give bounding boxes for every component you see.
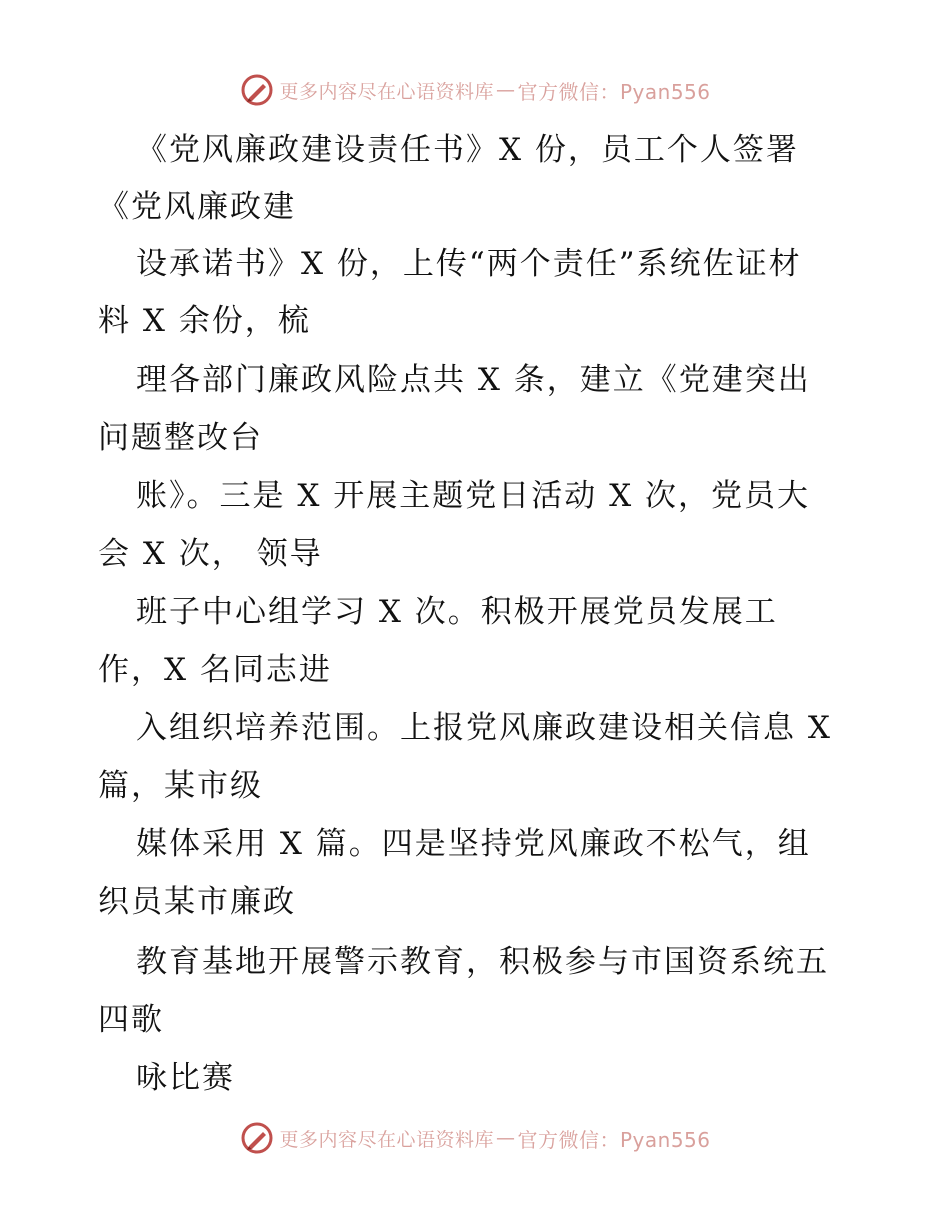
body-line: 《党风廉政建 (98, 189, 296, 225)
body-line: 会 X 次， 领导 (98, 536, 323, 572)
body-line: 班子中心组学习 X 次。积极开展党员发展工 (136, 594, 778, 630)
footer-banner (0, 1116, 950, 1160)
footer-banner-separator: — (496, 1127, 516, 1149)
body-line: 问题整改台 (98, 420, 263, 456)
body-line: 《党风廉政建设责任书》X 份，员工个人签署 (136, 132, 799, 168)
body-line: 媒体采用 X 篇。四是坚持党风廉政不松气，组 (136, 826, 811, 862)
footer-banner-text (279, 1124, 710, 1153)
body-line: 理各部门廉政风险点共 X 条，建立《党建突出 (136, 362, 811, 398)
footer-banner-title: 更多内容尽在心语资料库 (279, 1128, 494, 1151)
body-line: 料 X 余份，梳 (98, 303, 311, 339)
header-banner (0, 68, 950, 112)
body-line: 织员某市廉政 (98, 884, 296, 920)
body-line: 咏比赛 (136, 1060, 235, 1096)
header-banner-title: 更多内容尽在心语资料库 (279, 80, 494, 103)
body-line: 四歌 (98, 1002, 164, 1038)
header-banner-wechat: 官方微信：Pyan556 (517, 79, 711, 104)
body-line: 设承诺书》X 份，上传“两个责任”系统佐证材 (136, 246, 802, 282)
header-banner-separator: — (496, 79, 516, 101)
pen-logo-icon (239, 1120, 275, 1156)
footer-banner-wechat: 官方微信：Pyan556 (517, 1127, 711, 1152)
pen-logo-icon (239, 72, 275, 108)
body-line: 作，X 名同志进 (98, 652, 332, 688)
body-line: 教育基地开展警示教育，积极参与市国资系统五 (136, 944, 829, 980)
body-line: 篇，某市级 (98, 768, 263, 804)
header-banner-text (279, 76, 710, 105)
body-line: 入组织培养范围。上报党风廉政建设相关信息 X (136, 710, 832, 746)
body-line: 账》。三是 X 开展主题党日活动 X 次，党员大 (136, 478, 811, 514)
